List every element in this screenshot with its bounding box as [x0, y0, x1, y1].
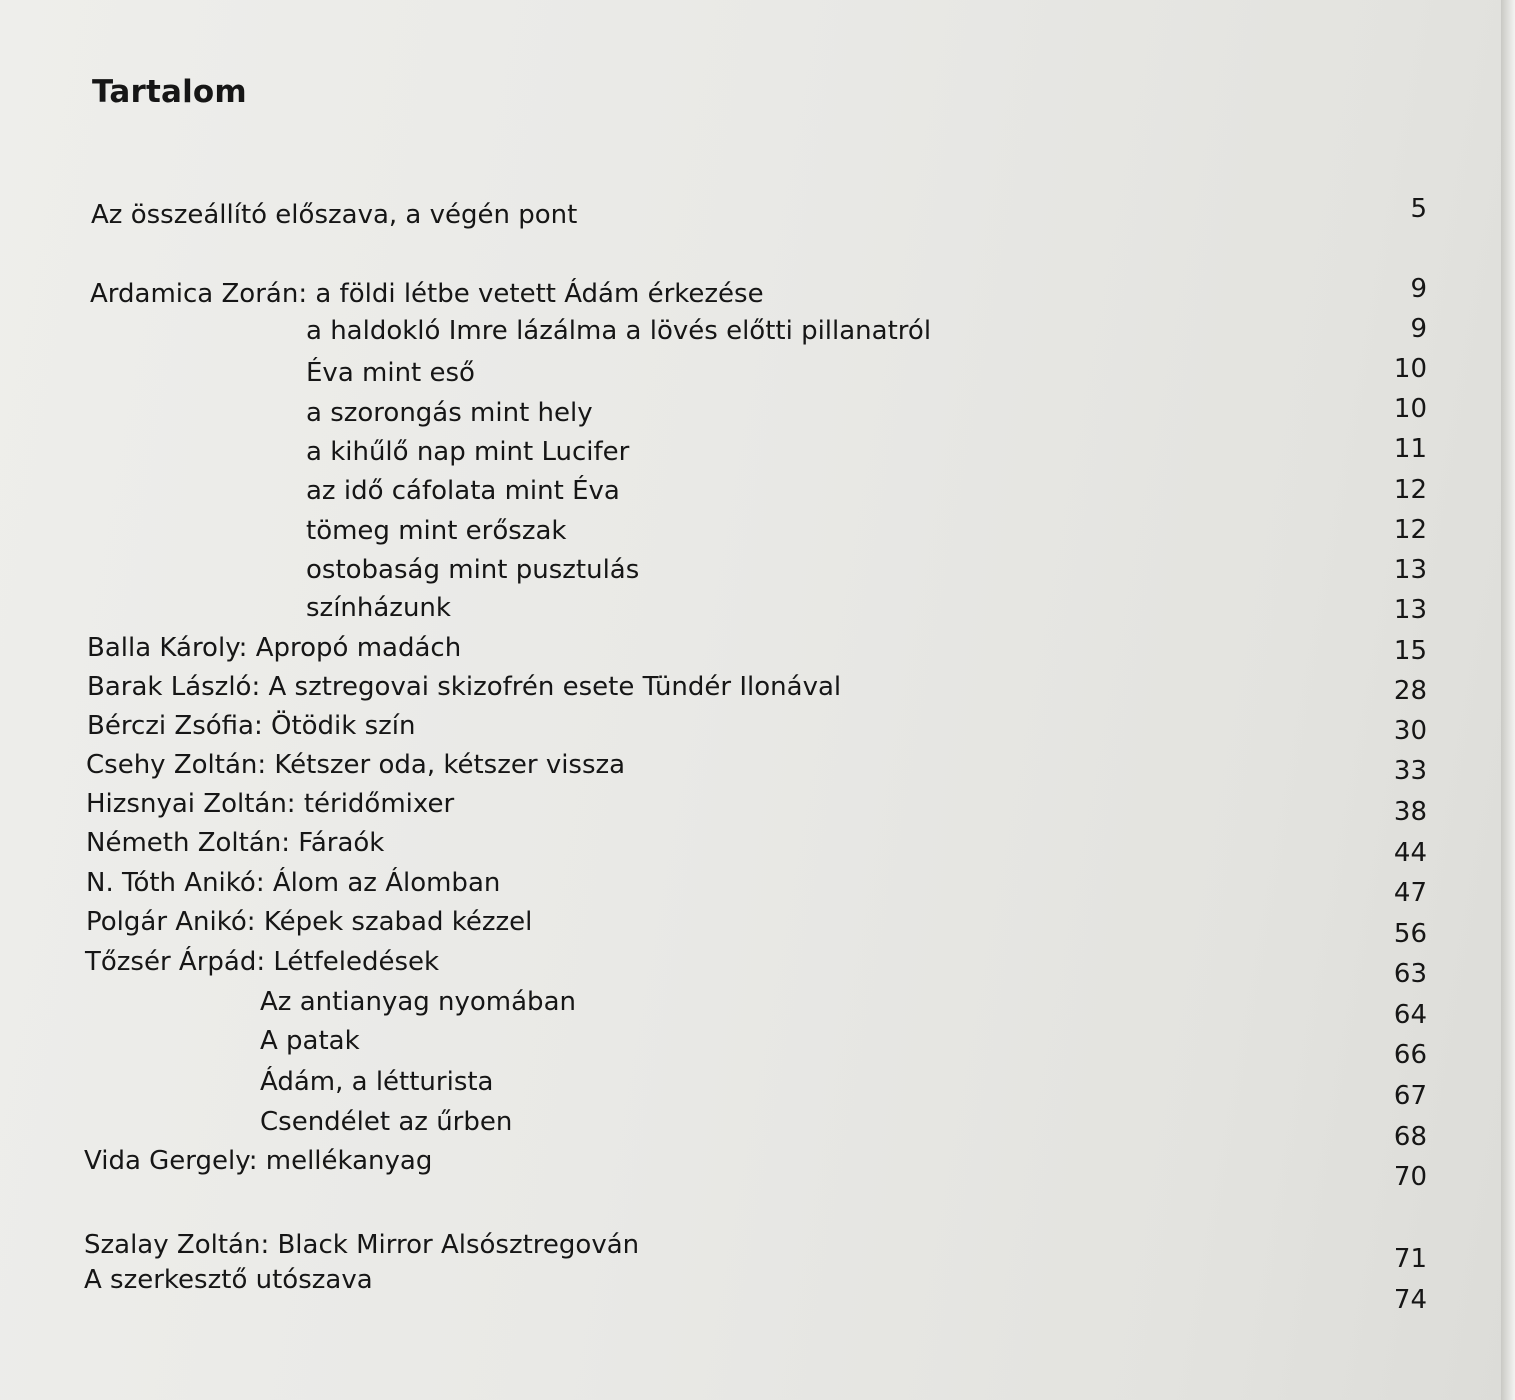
- toc-entry-text: tömeg mint erőszak: [306, 516, 567, 546]
- toc-page-number: 11: [1393, 434, 1427, 464]
- toc-page-number: 70: [1393, 1162, 1427, 1192]
- toc-page-number: 5: [1410, 194, 1427, 224]
- toc-entry-text: Hizsnyai Zoltán: téridőmixer: [86, 789, 455, 819]
- toc-entry-text: az idő cáfolata mint Éva: [306, 476, 620, 506]
- toc-page-number: 56: [1393, 919, 1427, 949]
- toc-page-number: 67: [1393, 1081, 1427, 1111]
- toc-entry-text: Ádám, a létturista: [260, 1067, 494, 1097]
- toc-entry-text: a kihűlő nap mint Lucifer: [306, 437, 630, 467]
- toc-page-number: 15: [1393, 636, 1427, 666]
- toc-page-number: 74: [1393, 1285, 1427, 1315]
- toc-entry-text: Csehy Zoltán: Kétszer oda, kétszer vissza: [86, 750, 626, 780]
- toc-entry-text: színházunk: [306, 593, 451, 623]
- toc-page-number: 12: [1393, 515, 1427, 545]
- toc-page-number: 66: [1393, 1040, 1427, 1070]
- toc-page-number: 12: [1393, 475, 1427, 505]
- toc-page-number: 10: [1393, 354, 1427, 384]
- toc-page-number: 9: [1410, 274, 1427, 304]
- toc-page-number: 10: [1393, 394, 1427, 424]
- toc-entry-text: Ardamica Zorán: a földi létbe vetett Ádám érkezése: [90, 279, 764, 309]
- toc-entry-text: Szalay Zoltán: Black Mirror Alsósztregován: [84, 1230, 640, 1260]
- toc-page-number: 44: [1393, 838, 1427, 868]
- toc-entry-text: Csendélet az űrben: [260, 1107, 513, 1137]
- toc-page-number: 28: [1393, 676, 1427, 706]
- toc-entry-text: Vida Gergely: mellékanyag: [84, 1146, 433, 1176]
- toc-page-number: 30: [1393, 716, 1427, 746]
- toc-entry-text: Polgár Anikó: Képek szabad kézzel: [86, 907, 533, 937]
- toc-page-number: 33: [1393, 756, 1427, 786]
- toc-page-number: 63: [1393, 959, 1427, 989]
- toc-entry-text: Németh Zoltán: Fáraók: [86, 828, 385, 858]
- toc-page-number: 13: [1393, 595, 1427, 625]
- page-edge-shadow: [1501, 0, 1515, 1400]
- toc-page-number: 38: [1393, 797, 1427, 827]
- toc-entry-text: ostobaság mint pusztulás: [306, 555, 640, 585]
- toc-page-number: 13: [1393, 555, 1427, 585]
- toc-entry-text: Barak László: A sztregovai skizofrén esete Tündér Ilonával: [87, 672, 842, 702]
- toc-entry-text: N. Tóth Anikó: Álom az Álomban: [86, 868, 501, 898]
- toc-page-number: 71: [1393, 1244, 1427, 1274]
- toc-page-number: 47: [1393, 878, 1427, 908]
- toc-entry-text: A patak: [260, 1026, 360, 1056]
- toc-entry-text: Tőzsér Árpád: Létfeledések: [85, 947, 440, 977]
- toc-page-number: 64: [1393, 1000, 1427, 1030]
- toc-entry-text: Éva mint eső: [306, 358, 475, 388]
- toc-entry-text: a haldokló Imre lázálma a lövés előtti pillanatról: [306, 316, 932, 346]
- toc-page-number: 9: [1410, 314, 1427, 344]
- toc-entry-text: Az antianyag nyomában: [260, 987, 576, 1017]
- toc-entry-text: A szerkesztő utószava: [84, 1265, 373, 1295]
- toc-entry-text: Az összeállító előszava, a végén pont: [91, 200, 578, 230]
- toc-entry-text: a szorongás mint hely: [306, 398, 593, 428]
- toc-entry-text: Bérczi Zsófia: Ötödik szín: [87, 711, 416, 741]
- toc-page-number: 68: [1393, 1122, 1427, 1152]
- toc-entry-text: Balla Károly: Apropó madách: [87, 633, 462, 663]
- page-title: Tartalom: [92, 74, 247, 110]
